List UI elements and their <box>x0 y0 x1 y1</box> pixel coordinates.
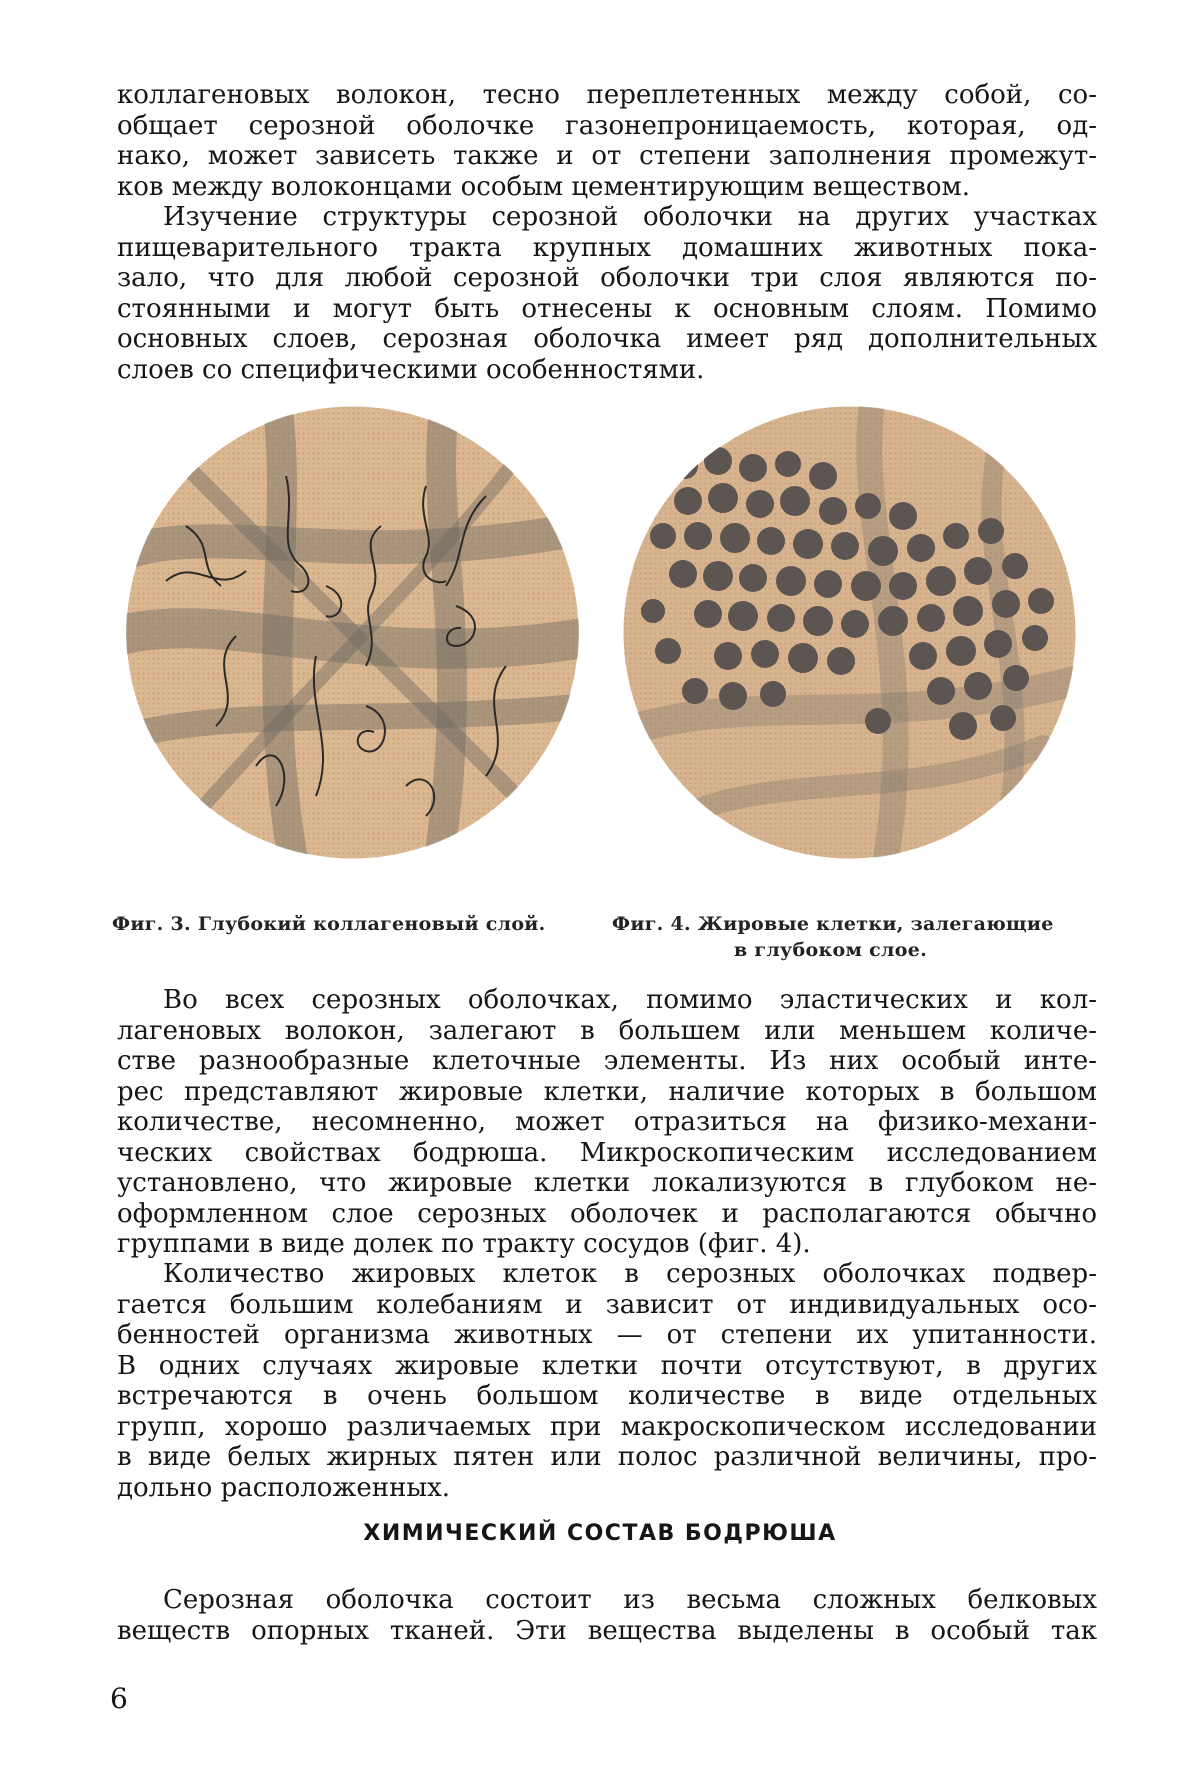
text-line: групп, хорошо различаемых при макроскопическом исследовании <box>117 1411 1097 1442</box>
text-line: стве разнообразные клеточные элементы. Из них особый инте- <box>117 1046 1097 1076</box>
text-line: ческих свойствах бодрюша. Микроскопическим исследованием <box>117 1137 1097 1168</box>
text-line: нако, может зависеть также и от степени заполнения промежут- <box>117 141 1097 171</box>
text-line: лагеновых волокон, залегают в большем или меньшем количе- <box>117 1015 1097 1046</box>
text-line: стоянными и могут быть отнесены к основным слоям. Помимо <box>117 293 1097 324</box>
text-line: слоев со специфическими особенностями. <box>117 354 705 385</box>
text-line: Во всех серозных оболочках, помимо эластических и кол- <box>163 985 1097 1015</box>
text-line: оформленном слое серозных оболочек и располагаются обычно <box>117 1198 1097 1229</box>
chemical-composition-paragraph <box>117 1585 1097 1646</box>
text-line: В одних случаях жировые клетки почти отсутствуют, в других <box>117 1350 1097 1381</box>
intro-paragraph <box>117 80 1097 202</box>
text-line: зало, что для любой серозной оболочки три слоя являются по- <box>117 263 1097 293</box>
structure-paragraph <box>117 202 1097 385</box>
cell-elements-paragraph <box>117 985 1097 1260</box>
figure-4-caption-line1: Фиг. 4. Жировые клетки, залегающие <box>612 913 1054 935</box>
text-line: группами в виде долек по тракту сосудов (фиг. 4). <box>117 1229 811 1259</box>
collagen-layer-illustration <box>126 406 579 859</box>
text-line: ков между волоконцами особым цементирующим веществом. <box>117 171 970 202</box>
text-line: коллагеновых волокон, тесно переплетенных между собой, со- <box>117 80 1097 110</box>
section-heading: ХИМИЧЕСКИЙ СОСТАВ БОДРЮША <box>363 1521 837 1546</box>
figure-4-micrograph <box>623 406 1076 859</box>
text-line: основных слоев, серозная оболочка имеет ряд дополнительных <box>117 324 1097 354</box>
text-line: бенностей организма животных — от степени их упитанности. <box>117 1320 1097 1350</box>
text-line: количестве, несомненно, может отразиться на физико-механи- <box>117 1107 1097 1137</box>
text-line: Количество жировых клеток в серозных оболочках подвер- <box>163 1259 1097 1289</box>
page-number: 6 <box>110 1682 128 1715</box>
figure-4-caption-line2: в глубоком слое. <box>734 939 928 961</box>
text-line: веществ опорных тканей. Эти вещества выделены в особый так <box>117 1615 1097 1646</box>
text-line: встречаются в очень большом количестве в виде отдельных <box>117 1381 1097 1411</box>
text-line: общает серозной оболочке газонепроницаемость, которая, од- <box>117 110 1097 141</box>
text-line: Изучение структуры серозной оболочки на других участках <box>163 202 1097 232</box>
fat-cells-quantity-paragraph <box>117 1259 1097 1503</box>
text-line: пищеварительного тракта крупных домашних животных пока- <box>117 232 1097 263</box>
figure-3-micrograph <box>126 406 579 859</box>
text-line: рес представляют жировые клетки, наличие которых в большом <box>117 1076 1097 1107</box>
text-line: гается большим колебаниям и зависит от индивидуальных осо- <box>117 1289 1097 1320</box>
fat-cells-illustration <box>623 406 1076 859</box>
text-line: установлено, что жировые клетки локализуются в глубоком не- <box>117 1168 1097 1198</box>
figure-3-caption: Фиг. 3. Глубокий коллагеновый слой. <box>112 913 546 935</box>
text-line: в виде белых жирных пятен или полос различной величины, про- <box>117 1442 1097 1472</box>
text-line: дольно расположенных. <box>117 1472 451 1503</box>
text-line: Серозная оболочка состоит из весьма сложных белковых <box>163 1585 1097 1615</box>
